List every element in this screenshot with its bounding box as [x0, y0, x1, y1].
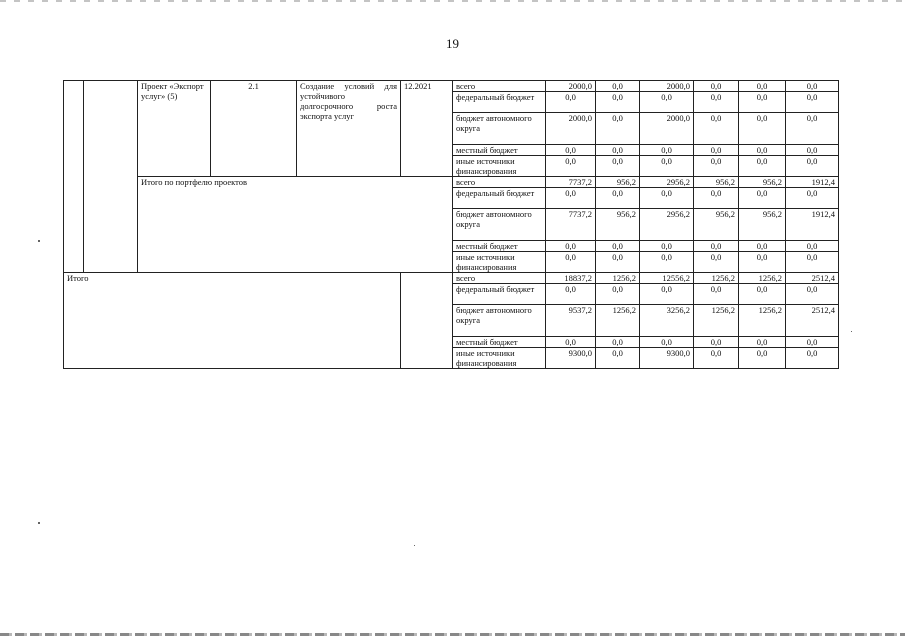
value-cell: 0,0	[786, 145, 839, 156]
value-cell: 0,0	[739, 284, 786, 305]
value-cell: 0,0	[786, 156, 839, 177]
value-cell: 0,0	[694, 92, 739, 113]
funding-source: иные источники финансирования	[453, 252, 546, 273]
value-cell: 0,0	[786, 92, 839, 113]
value-cell: 0,0	[694, 145, 739, 156]
empty-cell	[64, 81, 84, 273]
project-date: 12.2021	[401, 81, 453, 177]
value-cell: 0,0	[786, 113, 839, 145]
value-cell: 0,0	[739, 252, 786, 273]
funding-source: федеральный бюджет	[453, 284, 546, 305]
value-cell: 18837,2	[546, 273, 596, 284]
empty-cell	[401, 273, 453, 369]
value-cell: 9300,0	[546, 348, 596, 369]
value-cell: 0,0	[694, 348, 739, 369]
value-cell: 0,0	[739, 348, 786, 369]
funding-source: всего	[453, 177, 546, 188]
value-cell: 0,0	[640, 188, 694, 209]
value-cell: 0,0	[786, 81, 839, 92]
value-cell: 2956,2	[640, 209, 694, 241]
value-cell: 1912,4	[786, 177, 839, 188]
table-row	[64, 273, 839, 284]
value-cell: 0,0	[786, 252, 839, 273]
funding-source: бюджет автономного округа	[453, 209, 546, 241]
value-cell: 0,0	[546, 241, 596, 252]
value-cell: 0,0	[786, 284, 839, 305]
empty-cell	[84, 81, 138, 273]
value-cell: 0,0	[596, 145, 640, 156]
value-cell: 0,0	[596, 81, 640, 92]
value-cell: 0,0	[739, 81, 786, 92]
value-cell: 0,0	[546, 145, 596, 156]
value-cell: 2000,0	[640, 81, 694, 92]
value-cell: 0,0	[694, 284, 739, 305]
value-cell: 0,0	[546, 337, 596, 348]
value-cell: 0,0	[739, 337, 786, 348]
funding-source: всего	[453, 273, 546, 284]
value-cell: 1256,2	[694, 305, 739, 337]
value-cell: 0,0	[596, 92, 640, 113]
funding-source: федеральный бюджет	[453, 92, 546, 113]
value-cell: 0,0	[596, 188, 640, 209]
value-cell: 0,0	[596, 113, 640, 145]
value-cell: 0,0	[786, 348, 839, 369]
value-cell: 2512,4	[786, 273, 839, 284]
value-cell: 1256,2	[739, 273, 786, 284]
grand-total-label: Итого	[64, 273, 401, 369]
value-cell: 0,0	[596, 348, 640, 369]
funding-source: иные источники финансирования	[453, 156, 546, 177]
value-cell: 0,0	[596, 337, 640, 348]
value-cell: 0,0	[640, 92, 694, 113]
value-cell: 0,0	[546, 92, 596, 113]
scan-edge-top	[0, 0, 905, 2]
funding-source: местный бюджет	[453, 337, 546, 348]
value-cell: 2000,0	[546, 113, 596, 145]
scan-speck	[38, 240, 40, 242]
value-cell: 0,0	[640, 156, 694, 177]
value-cell: 9537,2	[546, 305, 596, 337]
page-number: 19	[446, 36, 459, 51]
value-cell: 0,0	[739, 113, 786, 145]
value-cell: 0,0	[596, 284, 640, 305]
value-cell: 0,0	[640, 145, 694, 156]
scan-speck	[414, 545, 415, 546]
value-cell: 0,0	[786, 337, 839, 348]
value-cell: 9300,0	[640, 348, 694, 369]
project-code: 2.1	[211, 81, 297, 177]
value-cell: 1912,4	[786, 209, 839, 241]
value-cell: 0,0	[596, 156, 640, 177]
value-cell: 0,0	[694, 156, 739, 177]
value-cell: 956,2	[596, 209, 640, 241]
value-cell: 0,0	[694, 188, 739, 209]
value-cell: 956,2	[694, 177, 739, 188]
value-cell: 956,2	[739, 209, 786, 241]
value-cell: 0,0	[739, 145, 786, 156]
value-cell: 0,0	[739, 156, 786, 177]
value-cell: 3256,2	[640, 305, 694, 337]
scan-speck	[38, 522, 40, 524]
value-cell: 1256,2	[739, 305, 786, 337]
value-cell: 0,0	[546, 188, 596, 209]
project-description: Создание условий для устойчивого долгосрочного роста экспорта услуг	[297, 81, 401, 177]
value-cell: 0,0	[546, 252, 596, 273]
portfolio-total-label: Итого по портфелю проектов	[138, 177, 453, 273]
value-cell: 2956,2	[640, 177, 694, 188]
value-cell: 2000,0	[546, 81, 596, 92]
value-cell: 0,0	[640, 284, 694, 305]
value-cell: 0,0	[640, 241, 694, 252]
project-name: Проект «Экспорт услуг» (5)	[138, 81, 211, 177]
value-cell: 1256,2	[596, 273, 640, 284]
value-cell: 0,0	[596, 241, 640, 252]
value-cell: 956,2	[694, 209, 739, 241]
value-cell: 0,0	[694, 113, 739, 145]
funding-source: всего	[453, 81, 546, 92]
value-cell: 0,0	[786, 188, 839, 209]
value-cell: 1256,2	[596, 305, 640, 337]
funding-source: бюджет автономного округа	[453, 305, 546, 337]
value-cell: 0,0	[546, 284, 596, 305]
value-cell: 0,0	[694, 337, 739, 348]
value-cell: 7737,2	[546, 209, 596, 241]
value-cell: 0,0	[694, 252, 739, 273]
value-cell: 0,0	[786, 241, 839, 252]
value-cell: 1256,2	[694, 273, 739, 284]
scan-edge-bottom	[0, 633, 905, 636]
funding-source: бюджет автономного округа	[453, 113, 546, 145]
table-row	[64, 177, 839, 188]
funding-source: иные источники финансирования	[453, 348, 546, 369]
value-cell: 12556,2	[640, 273, 694, 284]
value-cell: 0,0	[596, 252, 640, 273]
value-cell: 956,2	[739, 177, 786, 188]
funding-source: местный бюджет	[453, 145, 546, 156]
value-cell: 0,0	[640, 252, 694, 273]
value-cell: 0,0	[694, 81, 739, 92]
table-row	[64, 81, 839, 92]
scan-speck	[851, 331, 852, 332]
value-cell: 2000,0	[640, 113, 694, 145]
value-cell: 0,0	[640, 337, 694, 348]
value-cell: 7737,2	[546, 177, 596, 188]
value-cell: 2512,4	[786, 305, 839, 337]
funding-source: местный бюджет	[453, 241, 546, 252]
value-cell: 0,0	[739, 188, 786, 209]
value-cell: 0,0	[694, 241, 739, 252]
funding-source: федеральный бюджет	[453, 188, 546, 209]
value-cell: 0,0	[739, 241, 786, 252]
budget-table	[63, 80, 839, 369]
value-cell: 0,0	[739, 92, 786, 113]
value-cell: 956,2	[596, 177, 640, 188]
value-cell: 0,0	[546, 156, 596, 177]
